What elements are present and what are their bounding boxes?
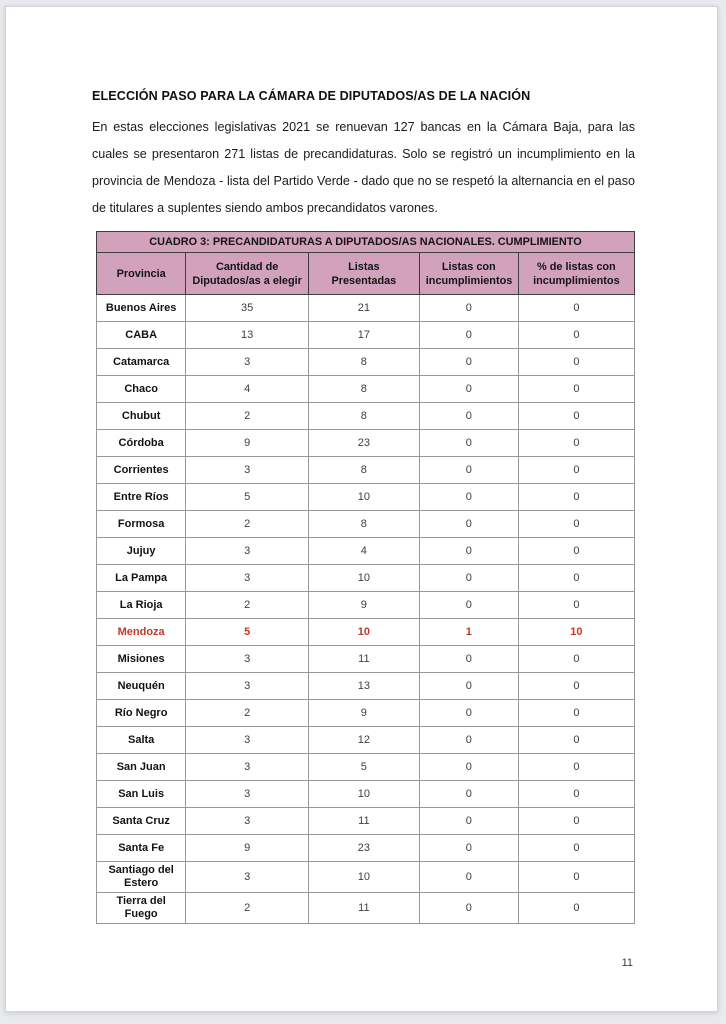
value-cell: 10: [308, 619, 419, 646]
value-cell: 10: [518, 619, 634, 646]
value-cell: 0: [518, 484, 634, 511]
table-row: [97, 727, 635, 754]
value-cell: 0: [419, 430, 518, 457]
table-header-row: [97, 253, 635, 295]
province-cell: Neuquén: [97, 673, 186, 700]
body-paragraph: En estas elecciones legislativas 2021 se renuevan 127 bancas en la Cámara Baja, para las cuales se presentaron 271 listas de precandidaturas. Solo se registró un incumplimiento en la provincia de Mendoza - lista del Partido Verde - dado que no se respetó la alternancia en el paso de titulares a suplentes siendo ambos precandidatos varones.: [92, 120, 635, 215]
value-cell: 9: [186, 430, 309, 457]
value-cell: 3: [186, 808, 309, 835]
table-row: [97, 893, 635, 924]
value-cell: 0: [419, 646, 518, 673]
table-row: [97, 511, 635, 538]
table-row: [97, 295, 635, 322]
value-cell: 8: [308, 511, 419, 538]
document-page: [5, 6, 718, 1012]
value-cell: 0: [419, 376, 518, 403]
value-cell: 0: [518, 430, 634, 457]
province-cell: Tierra del Fuego: [97, 893, 186, 924]
table-row: [97, 457, 635, 484]
value-cell: 4: [308, 538, 419, 565]
value-cell: 2: [186, 700, 309, 727]
province-cell: San Juan: [97, 754, 186, 781]
province-cell: Corrientes: [97, 457, 186, 484]
table-row: [97, 808, 635, 835]
value-cell: 0: [518, 862, 634, 893]
value-cell: 0: [419, 862, 518, 893]
value-cell: 10: [308, 781, 419, 808]
value-cell: 10: [308, 484, 419, 511]
value-cell: 0: [419, 835, 518, 862]
value-cell: 13: [308, 673, 419, 700]
value-cell: 9: [308, 700, 419, 727]
value-cell: 8: [308, 376, 419, 403]
value-cell: 2: [186, 511, 309, 538]
value-cell: 0: [518, 673, 634, 700]
value-cell: 0: [419, 484, 518, 511]
value-cell: 3: [186, 646, 309, 673]
table-title: CUADRO 3: PRECANDIDATURAS A DIPUTADOS/AS NACIONALES. CUMPLIMIENTO: [97, 232, 635, 253]
column-header-cantidad: Cantidad de Diputados/as a elegir: [186, 253, 309, 295]
value-cell: 0: [518, 893, 634, 924]
value-cell: 5: [186, 619, 309, 646]
value-cell: 0: [518, 457, 634, 484]
value-cell: 0: [419, 808, 518, 835]
value-cell: 10: [308, 565, 419, 592]
value-cell: 23: [308, 430, 419, 457]
value-cell: 0: [518, 781, 634, 808]
province-cell: Mendoza: [97, 619, 186, 646]
value-cell: 17: [308, 322, 419, 349]
province-cell: Entre Ríos: [97, 484, 186, 511]
value-cell: 11: [308, 893, 419, 924]
value-cell: 0: [419, 295, 518, 322]
value-cell: 35: [186, 295, 309, 322]
value-cell: 0: [419, 349, 518, 376]
province-cell: Jujuy: [97, 538, 186, 565]
document-title: ELECCIÓN PASO PARA LA CÁMARA DE DIPUTADOS/AS DE LA NACIÓN: [92, 89, 531, 103]
province-cell: Catamarca: [97, 349, 186, 376]
value-cell: 13: [186, 322, 309, 349]
value-cell: 8: [308, 403, 419, 430]
page-number: 11: [621, 957, 633, 969]
value-cell: 2: [186, 403, 309, 430]
value-cell: 0: [518, 727, 634, 754]
value-cell: 0: [419, 538, 518, 565]
province-cell: San Luis: [97, 781, 186, 808]
province-cell: Chubut: [97, 403, 186, 430]
table-row: [97, 538, 635, 565]
value-cell: 0: [518, 295, 634, 322]
value-cell: 4: [186, 376, 309, 403]
value-cell: 3: [186, 457, 309, 484]
precandidaturas-table: [96, 231, 635, 924]
value-cell: 11: [308, 646, 419, 673]
table-row: [97, 862, 635, 893]
value-cell: 0: [518, 322, 634, 349]
column-header-listas: Listas Presentadas: [308, 253, 419, 295]
value-cell: 0: [518, 646, 634, 673]
value-cell: 0: [518, 349, 634, 376]
table-row: [97, 700, 635, 727]
value-cell: 0: [419, 673, 518, 700]
value-cell: 0: [419, 511, 518, 538]
value-cell: 8: [308, 457, 419, 484]
value-cell: 0: [518, 538, 634, 565]
province-cell: Salta: [97, 727, 186, 754]
province-cell: Formosa: [97, 511, 186, 538]
table-row: [97, 754, 635, 781]
table-row: [97, 349, 635, 376]
value-cell: 3: [186, 754, 309, 781]
value-cell: 5: [308, 754, 419, 781]
table-row: [97, 835, 635, 862]
value-cell: 8: [308, 349, 419, 376]
value-cell: 11: [308, 808, 419, 835]
province-cell: Córdoba: [97, 430, 186, 457]
province-cell: Misiones: [97, 646, 186, 673]
value-cell: 3: [186, 673, 309, 700]
value-cell: 1: [419, 619, 518, 646]
province-cell: La Pampa: [97, 565, 186, 592]
value-cell: 0: [419, 457, 518, 484]
value-cell: 0: [419, 700, 518, 727]
value-cell: 0: [419, 727, 518, 754]
value-cell: 0: [518, 511, 634, 538]
table-row: [97, 619, 635, 646]
table-row: [97, 430, 635, 457]
value-cell: 3: [186, 727, 309, 754]
column-header-incumplimientos: Listas con incumplimientos: [419, 253, 518, 295]
table-body: [97, 295, 635, 924]
province-cell: La Rioja: [97, 592, 186, 619]
value-cell: 0: [419, 322, 518, 349]
value-cell: 3: [186, 349, 309, 376]
province-cell: Buenos Aires: [97, 295, 186, 322]
value-cell: 5: [186, 484, 309, 511]
value-cell: 10: [308, 862, 419, 893]
value-cell: 0: [518, 808, 634, 835]
value-cell: 3: [186, 781, 309, 808]
value-cell: 0: [518, 376, 634, 403]
table-row: [97, 646, 635, 673]
column-header-provincia: Provincia: [97, 253, 186, 295]
table-row: [97, 376, 635, 403]
value-cell: 3: [186, 565, 309, 592]
value-cell: 9: [186, 835, 309, 862]
value-cell: 0: [518, 565, 634, 592]
value-cell: 9: [308, 592, 419, 619]
page-content: [92, 7, 635, 924]
value-cell: 12: [308, 727, 419, 754]
value-cell: 2: [186, 893, 309, 924]
value-cell: 0: [518, 835, 634, 862]
table-row: [97, 673, 635, 700]
value-cell: 3: [186, 862, 309, 893]
value-cell: 0: [518, 403, 634, 430]
value-cell: 0: [419, 754, 518, 781]
province-cell: Santa Cruz: [97, 808, 186, 835]
value-cell: 0: [419, 565, 518, 592]
table-row: [97, 484, 635, 511]
table-title-row: [97, 232, 635, 253]
province-cell: Santa Fe: [97, 835, 186, 862]
table-row: [97, 781, 635, 808]
table-row: [97, 322, 635, 349]
value-cell: 0: [419, 403, 518, 430]
value-cell: 0: [419, 781, 518, 808]
province-cell: Chaco: [97, 376, 186, 403]
value-cell: 0: [419, 893, 518, 924]
province-cell: Santiago del Estero: [97, 862, 186, 893]
value-cell: 23: [308, 835, 419, 862]
province-cell: Río Negro: [97, 700, 186, 727]
value-cell: 0: [518, 592, 634, 619]
value-cell: 21: [308, 295, 419, 322]
value-cell: 0: [518, 700, 634, 727]
value-cell: 2: [186, 592, 309, 619]
table-row: [97, 592, 635, 619]
column-header-pct: % de listas con incumplimientos: [518, 253, 634, 295]
province-cell: CABA: [97, 322, 186, 349]
table-row: [97, 403, 635, 430]
value-cell: 0: [518, 754, 634, 781]
table-row: [97, 565, 635, 592]
value-cell: 0: [419, 592, 518, 619]
value-cell: 3: [186, 538, 309, 565]
